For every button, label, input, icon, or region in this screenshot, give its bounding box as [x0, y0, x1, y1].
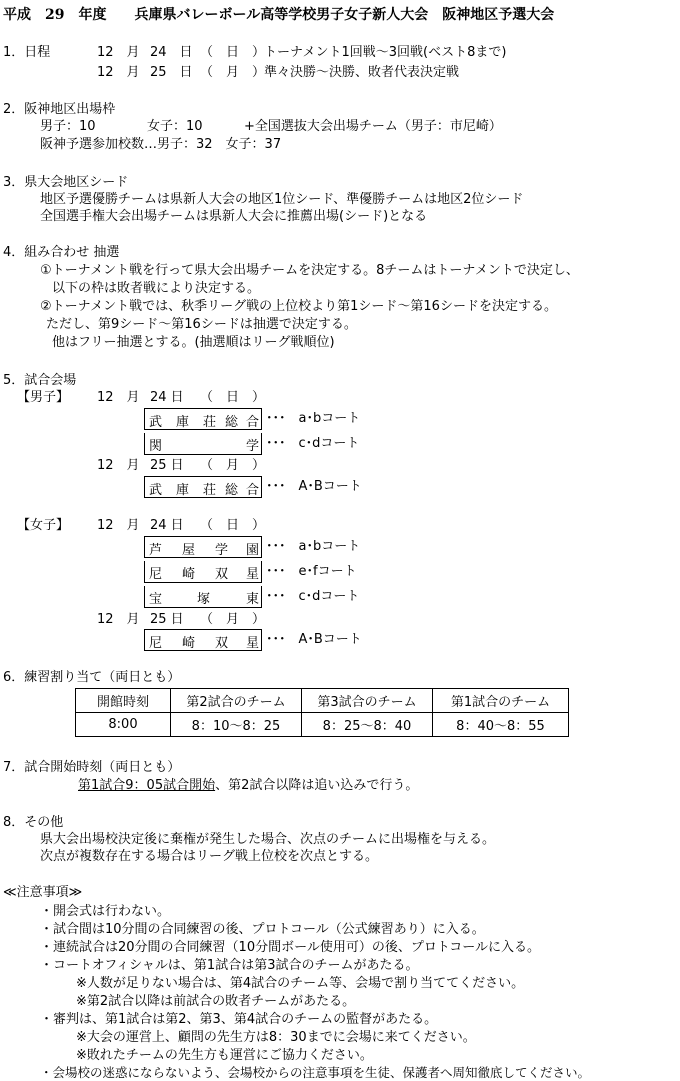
section-8-heading: 8．その他	[3, 815, 64, 830]
draw-line: 以下の枠は敗者戦により決定する。	[52, 281, 261, 296]
table-row	[76, 713, 569, 737]
venue-date-day: 25 日	[150, 458, 184, 473]
note-item: ※大会の運営上、顧問の先生方は8：30までに会場に来てください。	[76, 1030, 476, 1045]
start-time-underlined: 第1試合9：05試合開始	[78, 778, 216, 793]
venue-court: ･･･ A･Bコート	[266, 632, 362, 647]
note-item: ・コートオフィシャルは、第1試合は第3試合のチームがあたる。	[40, 958, 419, 973]
table-cell: 8:00	[76, 713, 171, 737]
schedule-desc: トーナメント1回戦～3回戦(ベスト8まで)	[264, 45, 507, 60]
table-header: 第1試合のチーム	[433, 689, 569, 713]
section-1-heading: 1．日程	[3, 45, 51, 60]
venue-court: ･･･ e･fコート	[266, 564, 357, 579]
venue-date-day: 25 日	[150, 612, 184, 627]
venue-box: 尼 崎 双 星	[144, 629, 262, 651]
quota-extra: +全国選抜大会出場チーム（男子：市尼崎）	[244, 119, 502, 134]
table-cell: 8：25～8：40	[302, 713, 433, 737]
notes-heading: ≪注意事項≫	[3, 885, 83, 900]
note-item: ※第2試合以降は前試合の敗者チームがあたる。	[76, 994, 356, 1009]
section-3-heading: 3．県大会地区シード	[3, 175, 129, 190]
venue-date-dow: （ 日 ）	[200, 518, 266, 533]
venue-date-month: 12 月	[97, 390, 140, 405]
section-4-heading: 4．組み合わせ 抽選	[3, 245, 120, 260]
venue-date-dow: （ 日 ）	[200, 390, 266, 405]
draw-line: ①トーナメント戦を行って県大会出場チームを決定する。8チームはトーナメントで決定し、	[40, 263, 579, 278]
venue-court: ･･･ A･Bコート	[266, 479, 362, 494]
table-header: 第2試合のチーム	[171, 689, 302, 713]
table-header: 第3試合のチーム	[302, 689, 433, 713]
girls-label: 【女子】	[17, 518, 70, 533]
venue-box: 関 学	[144, 433, 262, 455]
venue-date-month: 12 月	[97, 518, 140, 533]
table-header: 開館時刻	[76, 689, 171, 713]
draw-line: 他はフリー抽選とする。(抽選順はリーグ戦順位)	[52, 335, 335, 350]
schedule-dow: （ 日 ）	[200, 45, 266, 60]
venue-date-day: 24 日	[150, 518, 184, 533]
page-title: 平成 29 年度 兵庫県バレーボール高等学校男子女子新人大会 阪神地区予選大会	[3, 7, 555, 23]
venue-box: 尼 崎 双 星	[144, 561, 262, 583]
seed-line: 全国選手権大会出場チームは県新人大会に推薦出場(シード)となる	[40, 209, 428, 224]
boys-label: 【男子】	[17, 390, 70, 405]
note-item: ・試合間は10分間の合同練習の後、プロトコール（公式練習あり）に入る。	[40, 922, 485, 937]
note-item: ・審判は、第1試合は第2、第3、第4試合のチームの監督があたる。	[40, 1012, 438, 1027]
draw-line: ただし、第9シード～第16シードは抽選で決定する。	[46, 317, 357, 332]
note-item: ※敗れたチームの先生方も運営にご協力ください。	[76, 1048, 373, 1063]
table-cell: 8：10～8：25	[171, 713, 302, 737]
schedule-day: 24 日	[150, 45, 193, 60]
section-2-heading: 2．阪神地区出場枠	[3, 102, 116, 117]
venue-date-dow: （ 月 ）	[200, 458, 266, 473]
other-line: 県大会出場校決定後に棄権が発生した場合、次点のチームに出場権を与える。	[40, 832, 496, 847]
section-7-heading: 7．試合開始時刻（両日とも）	[3, 760, 181, 775]
quota-female: 女子：10	[147, 119, 203, 134]
schedule-month: 12 月	[97, 65, 140, 80]
note-item: ・会場校の迷惑にならないよう、会場校からの注意事項を生徒、保護者へ周知徹底してください。	[40, 1065, 591, 1080]
quota-male: 男子：10	[40, 119, 96, 134]
venue-box: 宝 塚 東	[144, 586, 262, 608]
schedule-month: 12 月	[97, 45, 140, 60]
schedule-desc: 準々決勝～決勝、敗者代表決定戦	[264, 65, 460, 80]
seed-line: 地区予選優勝チームは県新人大会の地区1位シード、準優勝チームは地区2位シード	[40, 192, 524, 207]
schedule-day: 25 日	[150, 65, 193, 80]
note-item: ・連続試合は20分間の合同練習（10分間ボール使用可）の後、プロトコールに入る。	[40, 940, 541, 955]
venue-court: ･･･ a･bコート	[266, 411, 361, 426]
note-item: ※人数が足りない場合は、第4試合のチーム等、会場で割り当ててください。	[76, 976, 525, 991]
start-time-rest: 、第2試合以降は追い込みで行う。	[215, 778, 419, 793]
venue-date-dow: （ 月 ）	[200, 612, 266, 627]
section-6-heading: 6．練習割り当て（両日とも）	[3, 670, 181, 685]
venue-court: ･･･ c･dコート	[266, 589, 360, 604]
venue-date-month: 12 月	[97, 458, 140, 473]
venue-box: 芦 屋 学 園	[144, 536, 262, 558]
draw-line: ②トーナメント戦では、秋季リーグ戦の上位校より第1シード～第16シードを決定する。	[40, 299, 557, 314]
table-row	[76, 689, 569, 713]
table-cell: 8：40～8：55	[433, 713, 569, 737]
venue-box: 武 庫 荘 総 合	[144, 408, 262, 430]
venue-box: 武 庫 荘 総 合	[144, 476, 262, 498]
venue-court: ･･･ c･dコート	[266, 436, 360, 451]
venue-court: ･･･ a･bコート	[266, 539, 361, 554]
schedule-dow: （ 月 ）	[200, 65, 266, 80]
practice-table	[75, 688, 569, 737]
school-count: 阪神予選参加校数…男子：32 女子：37	[40, 137, 282, 152]
other-line: 次点が複数存在する場合はリーグ戦上位校を次点とする。	[40, 849, 379, 864]
venue-date-day: 24 日	[150, 390, 184, 405]
note-item: ・開会式は行わない。	[40, 904, 171, 919]
start-time-line	[78, 778, 418, 794]
venue-date-month: 12 月	[97, 612, 140, 627]
section-5-heading: 5．試合会場	[3, 373, 77, 388]
